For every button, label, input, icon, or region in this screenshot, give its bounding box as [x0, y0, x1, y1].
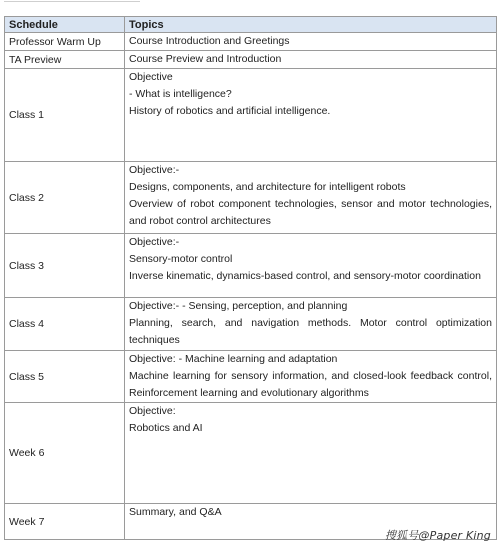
schedule-cell: Class 3 — [5, 234, 125, 298]
topic-line: Objective: - Machine learning and adaptation — [129, 353, 338, 365]
topic-line: Overview of robot component technologies, sensor and motor technologies, and robot control architectures — [129, 198, 492, 227]
topics-cell — [125, 33, 497, 51]
table-row — [5, 69, 497, 162]
schedule-cell: Week 6 — [5, 403, 125, 504]
topic-line: Objective:- — [129, 236, 180, 248]
topics-cell — [125, 403, 497, 504]
table-row — [5, 234, 497, 298]
topic-line: Summary, and Q&A — [129, 506, 222, 518]
topics-cell — [125, 234, 497, 298]
topic-line: History of robotics and artificial intelligence. — [129, 105, 331, 117]
schedule-cell: Week 7 — [5, 504, 125, 540]
table-row — [5, 51, 497, 69]
top-divider — [4, 1, 140, 2]
table-row — [5, 33, 497, 51]
table-row — [5, 403, 497, 504]
table-row — [5, 298, 497, 351]
schedule-cell: TA Preview — [5, 51, 125, 69]
header-schedule: Schedule — [5, 17, 125, 33]
header-topics: Topics — [125, 17, 497, 33]
topic-line: Objective: — [129, 405, 176, 417]
table-row — [5, 162, 497, 234]
topic-line: Designs, components, and architecture for intelligent robots — [129, 181, 406, 193]
topics-cell — [125, 351, 497, 403]
topic-line: Planning, search, and navigation methods. Motor control optimization techniques — [129, 317, 492, 346]
topic-line: Objective:- — [129, 164, 180, 176]
schedule-cell: Class 1 — [5, 69, 125, 162]
topics-cell — [125, 298, 497, 351]
schedule-cell: Class 5 — [5, 351, 125, 403]
topic-line: Robotics and AI — [129, 422, 203, 434]
schedule-cell: Professor Warm Up — [5, 33, 125, 51]
topic-line: Course Preview and Introduction — [129, 53, 282, 65]
watermark-text: 搜狐号@Paper King — [384, 529, 491, 542]
topics-cell — [125, 51, 497, 69]
topics-cell — [125, 162, 497, 234]
topic-line: Objective:- - Sensing, perception, and planning — [129, 300, 348, 312]
table-row — [5, 351, 497, 403]
schedule-table — [4, 16, 497, 540]
schedule-cell: Class 2 — [5, 162, 125, 234]
topic-line: - What is intelligence? — [129, 88, 232, 100]
topic-line: Course Introduction and Greetings — [129, 35, 290, 47]
topics-cell — [125, 69, 497, 162]
topic-line: Machine learning for sensory information, and closed-look feedback control, Reinforcement learning and evolutionary algorithms — [129, 370, 492, 399]
schedule-cell: Class 4 — [5, 298, 125, 351]
topic-line: Inverse kinematic, dynamics-based control, and sensory-motor coordination — [129, 270, 481, 282]
topic-line: Objective — [129, 71, 173, 83]
table-header-row — [5, 17, 497, 33]
topic-line: Sensory-motor control — [129, 253, 233, 265]
